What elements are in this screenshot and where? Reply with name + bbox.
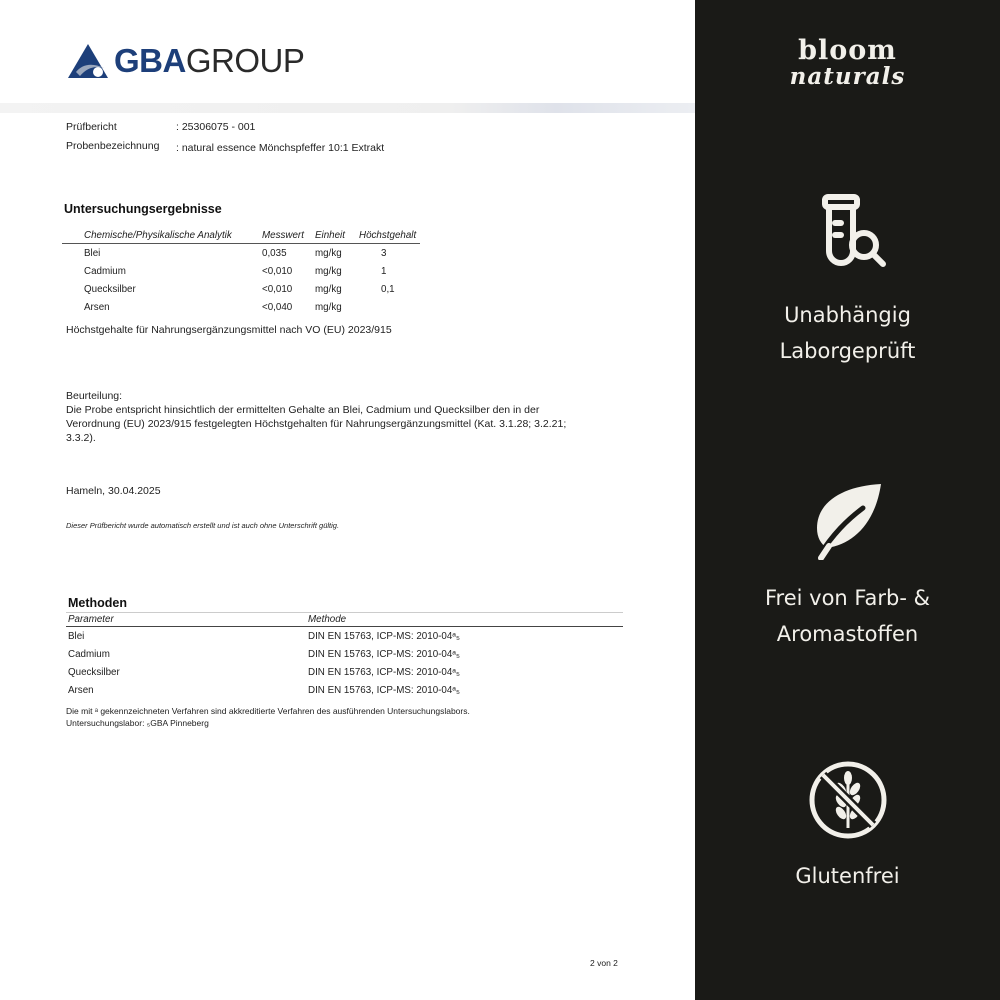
feature-label-line-1: Unabhängig: [784, 303, 911, 327]
results-cell-einheit: mg/kg: [315, 265, 342, 277]
results-cell-messwert: 0,035: [262, 247, 287, 259]
results-cell-parameter: Blei: [84, 247, 101, 259]
methods-cell-parameter: Arsen: [68, 684, 94, 696]
logo-text-gba: GBA: [114, 42, 186, 79]
table-row: [66, 681, 623, 699]
feature-gluten-free: [695, 758, 1000, 894]
table-row: [62, 262, 420, 280]
results-cell-einheit: mg/kg: [315, 283, 342, 295]
auto-generated-note: Dieser Prüfbericht wurde automatisch erstellt und ist auch ohne Unterschrift gültig.: [66, 521, 340, 530]
gba-logo-icon: [66, 42, 110, 80]
methods-cell-methode: DIN EN 15763, ICP-MS: 2010-04ᵃ₅: [308, 684, 460, 696]
assessment-line-1: Die Probe entspricht hinsichtlich der ermittelten Gehalte an Blei, Cadmium und Quecksilber den in der: [66, 404, 540, 416]
methods-col-methode: Methode: [306, 613, 623, 627]
results-cell-hoechstgehalt: 3: [381, 247, 387, 259]
no-wheat-icon: [806, 758, 890, 842]
results-col-analytik: Chemische/Physikalische Analytik: [62, 228, 258, 244]
gba-group-logo: [66, 40, 304, 82]
feature-label: [695, 858, 1000, 894]
place-date: Hameln, 30.04.2025: [66, 485, 161, 497]
feature-label-line-1: Frei von Farb- &: [764, 586, 931, 610]
assessment-title: Beurteilung:: [66, 390, 123, 402]
limits-note: Höchstgehalte für Nahrungsergänzungsmittel nach VO (EU) 2023/915: [66, 324, 392, 336]
table-row: [66, 663, 623, 681]
assessment-line-2: Verordnung (EU) 2023/915 festgelegten Höchstgehalten für Nahrungsergänzungsmittel (Kat. 3.1.28; 3.2.21;: [66, 418, 567, 430]
results-cell-messwert: <0,010: [262, 265, 293, 277]
methods-cell-parameter: Cadmium: [68, 648, 110, 660]
methods-title: Methoden: [68, 596, 128, 610]
methods-col-parameter: Parameter: [66, 613, 306, 627]
table-row: [62, 298, 420, 316]
feature-lab-tested: [695, 193, 1000, 369]
sample-value: : natural essence Mönchspfeffer 10:1 Extrakt: [176, 142, 385, 154]
feature-label-line-2: Laborgeprüft: [779, 339, 916, 363]
brand-line-2: naturals: [789, 63, 906, 90]
results-cell-parameter: Quecksilber: [84, 283, 136, 295]
results-col-hoechstgehalt: Höchstgehalt: [355, 228, 420, 244]
results-cell-parameter: Cadmium: [84, 265, 126, 277]
results-title: Untersuchungsergebnisse: [64, 202, 222, 216]
results-cell-hoechstgehalt: [355, 298, 420, 316]
lab-test-tube-search-icon: [803, 193, 893, 277]
results-cell-einheit: mg/kg: [315, 247, 342, 259]
results-cell-hoechstgehalt: 0,1: [381, 283, 395, 295]
leaf-icon: [803, 480, 893, 560]
lab-name: Untersuchungslabor: ₅GBA Pinneberg: [66, 718, 209, 728]
feature-label-line-1: Glutenfrei: [795, 864, 900, 888]
feature-no-colorants: [695, 480, 1000, 652]
brand-line-1: bloom: [798, 35, 897, 66]
accreditation-footnote: Die mit ᵃ gekennzeichneten Verfahren sind akkreditierte Verfahren des ausführenden Untersuchungslabors.: [66, 706, 470, 716]
results-cell-einheit: mg/kg: [315, 301, 342, 313]
table-row: [66, 627, 623, 646]
page-number: 2 von 2: [590, 958, 618, 968]
results-col-einheit: Einheit: [311, 228, 355, 244]
table-row: [62, 244, 420, 263]
methods-cell-methode: DIN EN 15763, ICP-MS: 2010-04ᵃ₅: [308, 630, 460, 642]
methods-cell-methode: DIN EN 15763, ICP-MS: 2010-04ᵃ₅: [308, 648, 460, 660]
methods-cell-parameter: Blei: [68, 630, 85, 642]
header-band: [0, 103, 695, 113]
results-cell-messwert: <0,040: [262, 301, 293, 313]
report-number-label: Prüfbericht: [66, 121, 117, 133]
methods-table: [66, 612, 623, 699]
bloom-naturals-logo: [695, 35, 1000, 90]
results-cell-messwert: <0,010: [262, 283, 293, 295]
feature-label: [695, 297, 1000, 369]
results-header-row: [62, 228, 420, 244]
feature-label: [695, 580, 1000, 652]
logo-text-group: GROUP: [185, 42, 305, 79]
methods-cell-methode: DIN EN 15763, ICP-MS: 2010-04ᵃ₅: [308, 666, 460, 678]
feature-label-line-2: Aromastoffen: [776, 622, 919, 646]
results-cell-hoechstgehalt: 1: [381, 265, 387, 277]
report-number-value: : 25306075 - 001: [176, 121, 256, 133]
results-table: [62, 228, 420, 316]
results-col-messwert: Messwert: [258, 228, 311, 244]
brand-sidebar: [695, 0, 1000, 1000]
methods-header-row: [66, 613, 623, 627]
results-cell-parameter: Arsen: [84, 301, 110, 313]
table-row: [62, 280, 420, 298]
sample-label: Probenbezeichnung: [66, 140, 160, 152]
table-row: [66, 645, 623, 663]
methods-cell-parameter: Quecksilber: [68, 666, 120, 678]
assessment-line-3: 3.3.2).: [66, 432, 96, 444]
